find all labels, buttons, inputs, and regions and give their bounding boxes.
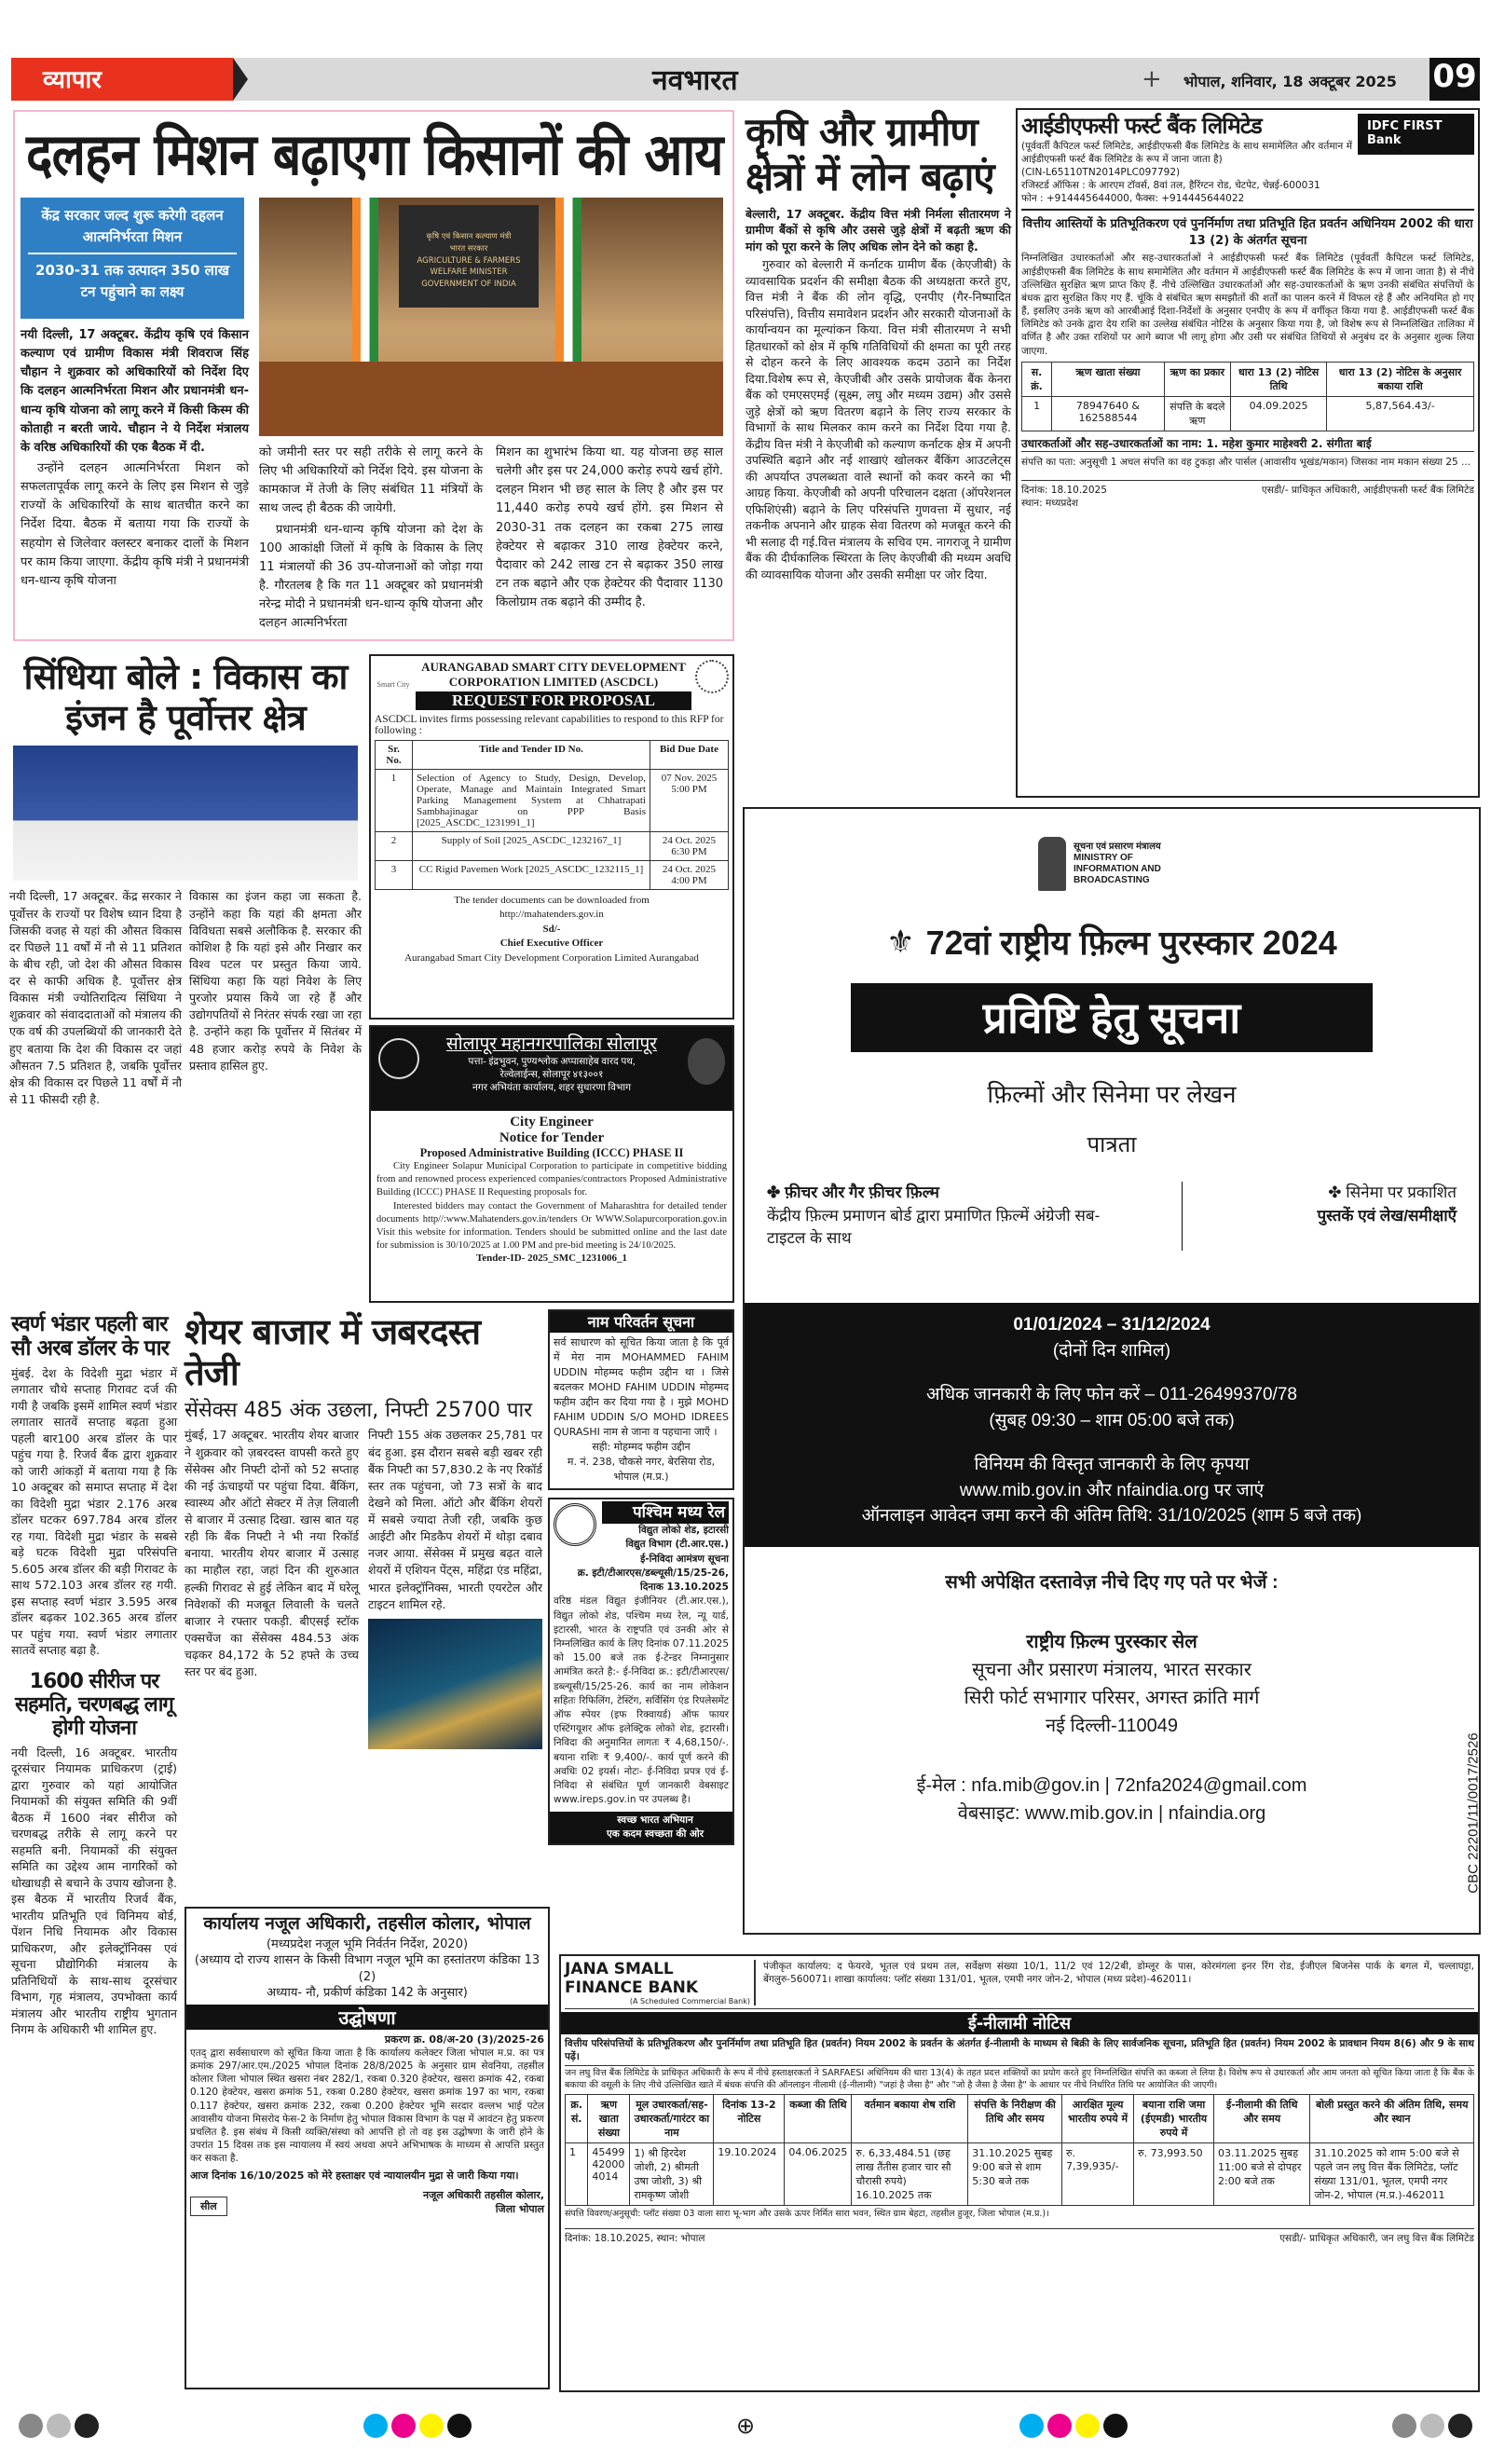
national-emblem-icon xyxy=(1038,837,1066,891)
th: दिनांक 13-2 नोटिस xyxy=(714,2094,785,2142)
th: धारा 13 (2) नोटिस के अनुसार बकाया राशि xyxy=(1327,362,1474,396)
print-color-bar xyxy=(19,2412,1472,2440)
solapur-p1: City Engineer Solapur Municipal Corporation to participate in competitive bidding from and renowned process experienced companies/contractors Proposed Administrative Building (ICCC) PHASE II Requesting proposals for. xyxy=(376,1161,727,1198)
nfa-eligibility: पात्रता xyxy=(1087,1132,1137,1157)
railway-line: ई-निविदा आमंत्रण सूचना xyxy=(640,1553,729,1565)
solapur-p2: Interested bidders may contact the Government of Maharashtra for detailed tender documents http//:www.Mahatenders.gov.in/tenders Or WWW.Solapurcorporation.gov.in Visit this website for information. Tenders should be submitted online and the last date for submission is 30/10/2025 at 1.00 PM and pre-bid meeting is 24/10/2025. xyxy=(376,1200,727,1252)
td: संपत्ति के बदले ऋण xyxy=(1164,396,1230,431)
idfc-notice xyxy=(1016,108,1480,798)
flag-icon xyxy=(555,198,581,384)
market-headline: शेयर बाजार में जबरदस्त तेजी xyxy=(185,1311,481,1393)
solapur-addr: नगर अभियंता कार्यालय, शहर सुधारणा विभाग xyxy=(472,1083,631,1093)
nfa-hours: (सुबह 09:30 – शाम 05:00 बजे तक) xyxy=(989,1410,1235,1430)
page-number: 09 xyxy=(1429,58,1480,101)
td: 07 Nov. 2025 5:00 PM xyxy=(650,770,729,832)
nazul-seal: सील xyxy=(190,2197,227,2216)
th: ऋण खाता संख्या xyxy=(588,2094,630,2142)
railway-ref: क्र. इटी/टीआरएस/डब्ल्यूसी/15/25-26, दिनाक 13.10.2025 xyxy=(577,1567,729,1594)
lead-photo-sign xyxy=(399,205,539,308)
name-change-title: नाम परिवर्तन सूचना xyxy=(550,1311,732,1333)
th: स. क्रं. xyxy=(1022,362,1052,396)
th: ऋण का प्रकार xyxy=(1164,362,1230,396)
jana-banner: ई-नीलामी नोटिस xyxy=(561,2012,1478,2034)
nfa-send: सभी अपेक्षित दस्तावेज़ नीचे दिए गए पते पर भेजें : xyxy=(945,1572,1279,1593)
flag-icon xyxy=(352,198,378,384)
nfa-left-bold: फ़ीचर और गैर फ़ीचर फ़िल्म xyxy=(784,1184,939,1201)
td: 1 xyxy=(376,770,413,832)
market-story xyxy=(185,1312,542,1749)
idfc-property: संपत्ति का पता: अनुसूची 1 अचल संपत्ति का वह टुकड़ा और पार्सल (आवासीय भूखंड/मकान) जिसका नाम मकान संख्या 25 ... xyxy=(1021,456,1471,468)
scindia-headline: सिंधिया बोले : विकास का इंजन है पूर्वोत्तर क्षेत्र xyxy=(23,656,348,738)
jana-addr: पंजीकृत कार्यालय: द फेयरवे, भूतल एवं प्रथम तल, सर्वेक्षण संख्या 10/1, 11/2 एवं 12/2बी, डोम्लूर के पास, कोरमंगला इनर रिंग रोड, ईजीएल बिजनेस पार्क के बगल में, चल्लाघट्टा, बेंगलुरु-560071। शाखा कार्यालय: प्लॉट संख्या 131/01, भूतल, एमपी नगर जोन-2, भोपाल (मध्य प्रदेश)-462011। xyxy=(763,1961,1474,1986)
nfa-banner: प्रविष्टि हेतु सूचना xyxy=(851,983,1373,1052)
th: Sr. No. xyxy=(376,741,413,770)
lead-col-1: नयी दिल्ली, 17 अक्टूबर. केंद्रीय कृषि एवं किसान कल्याण एवं ग्रामीण विकास मंत्री शिवराज सिंह चौहान ने शुक्रवार को अधिकारियों को निर्देश दिए कि दलहन आत्मनिर्भरता मिशन और प्रधानमंत्री धन-धान्य कृषि योजना को लागू करने में किसी किस्म की कोताही न बरती जाये. चौहान ने ये निर्देश मंत्रालय के वरिष्ठ अधिकारियों की एक बैठक में दी. उन्होंने दलहन आत्मनिर्भरता मिशन को सफलतापूर्वक लागू करने के लिए इस मिशन से जुड़े राज्यों के अधिकारियों के साथ बातचीत करने का निर्देश दिया. बैठक में बताया गया कि राज्यों के सहयोग से जिलेवार क्लस्टर बनाकर दालों के मिशन पर काम किया जाएगा. केंद्रीय कृषि मंत्री ने प्रधानमंत्री धन-धान्य कृषि योजना xyxy=(21,328,249,588)
td: 45499420004014 xyxy=(588,2142,630,2205)
jana-lead: वित्तीय परिसंपत्तियों के प्रतिभूतिकरण और पुनर्निर्माण तथा प्रतिभूति हित (प्रवर्तन) नियम 2002 के प्रवर्तन के अंतर्गत ई-नीलामी के माध्यम से बिक्री के लिए सार्वजनिक सूचना, प्रतिभूति हित (प्रवर्तन) नियम 2002 के प्रावधान नियम 8(6) और 9 के साथ पढ़ें। xyxy=(565,2037,1474,2066)
railway-line: विद्युत विभाग (टी.आर.एस.) xyxy=(625,1539,729,1551)
th: धारा 13 (2) नोटिस तिथि xyxy=(1230,362,1326,396)
solapur-emblem-icon xyxy=(688,1038,725,1085)
trai-headline: 1600 सीरीज पर सहमति, चरणबद्ध लागू होगी योजना xyxy=(15,1669,173,1741)
name-change-addr: म. नं. 238, चौकसे नगर, बेरसिया रोड, भोपाल (म.प्र.) xyxy=(567,1455,716,1483)
indian-railways-logo xyxy=(554,1503,596,1546)
nfa-info-block xyxy=(745,1303,1479,1547)
bullet-icon: ✤ xyxy=(767,1184,785,1201)
th: वर्तमान बकाया शेष राशि xyxy=(852,2094,968,2142)
sign-line: GOVERNMENT OF INDIA xyxy=(421,280,516,289)
rural-headline: कृषि और ग्रामीण क्षेत्रों में लोन बढ़ाएं xyxy=(746,109,994,200)
sign-line: भारत सरकार xyxy=(449,243,488,253)
idfc-borrowers: उधारकर्ताओं और सह-उधारकर्ताओं का नाम: 1. महेश कुमार माहेश्वरी 2. संगीता बाई xyxy=(1021,435,1474,452)
idfc-notice-body: निम्नलिखित उधारकर्ताओं और सह-उधारकर्ताओं ने आईडीएफसी फर्स्ट बैंक लिमिटेड (पूर्ववर्ती कैपिटल फर्स्ट लिमिटेड, आईडीएफसी बैंक लिमिटेड के साथ समामेलित और वर्तमान में आईडीएफसी फर्स्ट बैंक लिमिटेड के रूप में जाना जाता है) से नीचे उल्लिखित सुरक्षित ऋण प्राप्त किए हैं. नीचे उल्लिखित उधारकर्ताओं और सह-उधारकर्ताओं के ऋण उनकी संबंधित संपत्तियों के बंधक द्वारा सुरक्षित किए गए हैं. चूंकि वे संबंधित ऋण समझौतों की शर्तों का पालन करने में विफल रहे हैं और अनियमित हो गए हैं, इसलिए उनके ऋण को आरबीआई दिशा-निर्देशों के अनुसार एनपीए के रूप में वर्गीकृत किया गया है. आईडीएफसी फर्स्ट बैंक लिमिटेड को उनके द्वारा देय राशि का उल्लेख संबंधित नोटिस के अनुसार किया गया है, जो विशेष रूप से निम्नलिखित तालिका में वर्णित है और उक्त राशियों पर आगे ब्याज भी लागू होगा और उसी पर संबंधित तिथियों से अनुबंध दर के अनुसार शुल्क लिया जाएगा. xyxy=(1021,253,1474,357)
td: 2 xyxy=(376,832,413,861)
idfc-table xyxy=(1021,362,1474,431)
divider xyxy=(1182,1182,1183,1251)
solapur-h2: Notice for Tender xyxy=(499,1130,605,1145)
idfc-signer: एसडी/- प्राधिकृत अधिकारी, आईडीएफसी फर्स्ट बैंक लिमिटेड xyxy=(1261,485,1474,496)
jana-signer: एसडी/- प्राधिकृत अधिकारी, जन लघु वित्त बैंक लिमिटेड xyxy=(1279,2232,1474,2244)
registration-mark-icon: + xyxy=(1142,65,1162,93)
jana-bank-notice xyxy=(559,1954,1480,2392)
td: रु. 73,993.50 xyxy=(1134,2142,1214,2205)
nfa-period-note: (दोनों दिन शामिल) xyxy=(1052,1340,1171,1361)
lead-story xyxy=(13,110,734,641)
solapur-addr: रेल्वेलाईन्स, सोलापूर ४१३००१ xyxy=(499,1070,604,1080)
nfa-deadline: ऑनलाइन आवेदन जमा करने की अंतिम तिथि: 31/10/2025 (शाम 5 बजे तक) xyxy=(861,1506,1362,1526)
nazul-case: प्रकरण क्र. 08/अ-20 (3)/2025-26 xyxy=(384,2033,544,2046)
ascdcl-banner: REQUEST FOR PROPOSAL xyxy=(416,691,691,710)
td: 1 xyxy=(1022,396,1052,431)
td: 24 Oct. 2025 6:30 PM xyxy=(650,832,729,861)
td: 04.06.2025 xyxy=(785,2142,852,2205)
td: 1) श्री हिरदेश जोशी, 2) श्रीमती उषा जोशी, 3) श्री रामकृष्ण जोशी xyxy=(630,2142,714,2205)
nfa-website[interactable]: वेबसाइट: www.mib.gov.in | nfaindia.org xyxy=(957,1803,1266,1824)
name-change-sign: सही: मोहम्मद फहीम उद्दीन xyxy=(592,1440,691,1453)
jana-tag: (A Scheduled Commercial Bank) xyxy=(629,1997,750,2005)
nazul-notice xyxy=(185,1907,550,2389)
lead-photo xyxy=(259,198,723,436)
notices-column xyxy=(548,1309,734,1845)
td: 04.09.2025 xyxy=(1230,396,1326,431)
nfa-phone: अधिक जानकारी के लिए फोन करें – 011-26499370/78 xyxy=(926,1385,1297,1405)
nazul-title: कार्यालय नजूल अधिकारी, तहसील कोलार, भोपाल xyxy=(203,1913,531,1934)
td: रु. 7,39,935/- xyxy=(1061,2142,1133,2205)
jana-table xyxy=(565,2094,1474,2206)
scindia-col-2: विकास का इंजन कहा जा सकता है. उन्होंने कहा कि यहां की क्षमता और विविधता सबसे अलौकिक है. सरकार की कोशिश है कि यहां इसे और निखार कर विश्व पटल पर प्रस्तुत किया जाये. सिंधिया कहा कि यहां निवेश के लिए पुरजोर प्रयास किये जा रहे हैं और उद्योगपतियों से निरंतर संपर्क रखा जा रहा है. उन्होंने कहा कि पूर्वोत्तर में सितंबर में 48 हजार करोड़ रुपये के निवेश के प्रस्ताव हासिल हुए. xyxy=(189,889,362,1073)
scindia-photo xyxy=(13,746,358,881)
td: 19.10.2024 xyxy=(714,2142,785,2205)
nazul-line: (मध्यप्रदेश नजूल भूमि निर्वर्तन निर्देश, 2020) xyxy=(266,1937,469,1951)
td: 03.11.2025 सुबह 11:00 बजे से दोपहर 2:00 बजे तक xyxy=(1214,2142,1310,2205)
td: 78947640 & 162588544 xyxy=(1052,396,1165,431)
th: बयाना राशि जमा (ईएमडी) भारतीय रुपये में xyxy=(1134,2094,1214,2142)
td: 31.10.2025 सुबह 9:00 बजे से शाम 5:30 बजे तक xyxy=(968,2142,1062,2205)
section-label: व्यापार xyxy=(11,58,233,101)
th: ई-नीलामी की तिथि और समय xyxy=(1214,2094,1310,2142)
th: संपत्ति के निरीक्षण की तिथि और समय xyxy=(968,2094,1062,2142)
solapur-addr: पत्ता- इंद्रभुवन, पुण्यश्लोक अप्पासाहेब वारद पथ, xyxy=(468,1057,636,1067)
swachh-line: एक कदम स्वच्छता की ओर xyxy=(606,1827,704,1840)
nfa-title: 72वां राष्ट्रीय फ़िल्म पुरस्कार 2024 xyxy=(925,924,1337,962)
nfa-info2[interactable]: www.mib.gov.in और nfaindia.org पर जाएं xyxy=(959,1480,1265,1500)
th: Title and Tender ID No. xyxy=(413,741,650,770)
td: 5,87,564.43/- xyxy=(1327,396,1474,431)
rural-intro: बेल्लारी, 17 अक्टूबर. केंद्रीय वित्त मंत्री निर्मला सीतारमण ने ग्रामीण बैंकों से कृषि और उससे जुड़े क्षेत्रों में बढ़ती ऋण की मांग को पूरा करने के लिए अधिक लोन देने को कहा है. xyxy=(746,206,1011,253)
jana-date: दिनांक: 18.10.2025, स्थान: भोपाल xyxy=(565,2232,705,2244)
registration-mark-icon: ⊕ xyxy=(735,2413,756,2439)
name-change-body: सर्व साधारण को सूचित किया जाता है कि पूर्व में मेरा नाम MOHAMMED FAHIM UDDIN मोहम्मद फहीम उद्दीन था । जिसे बदलकर MOHD FAHIM UDDIN मोहम्मद फहीम उद्दीन कर दिया गया है । मुझे MOHD FAHIM UDDIN S/O MOHD IDREES QURASHI नाम से जाना व पहचाना जाएँ । xyxy=(554,1336,729,1438)
nfa-left-text: केंद्रीय फ़िल्म प्रमाणन बोर्ड द्वारा प्रमाणित फ़िल्में अंग्रेजी सब-टाइटल के साथ xyxy=(767,1206,1101,1248)
ascdcl-url[interactable]: http://mahatenders.gov.in xyxy=(499,909,604,921)
market-col-1: मुंबई, 17 अक्टूबर. भारतीय शेयर बाजार ने शुक्रवार को ज़बरदस्त वापसी करते हुए सेंसेक्स और निफ्टी दोनों को 52 सप्ताह की नई ऊंचाइयों पर पहुंचा दिया. बैंकिंग, स्वास्थ्य और ऑटो सेक्टर में तेज़ लिवाली से बाजार में उत्साह दिखा. खास बात यह रही कि बैंक निफ्टी ने भी नया रिकॉर्ड बनाया. भारतीय शेयर बाजार में उत्साह का माहौल रहा, जहां दिन की शुरुआत हल्की गिरावट से हुई लेकिन बाद में घरेलू निवेशकों की मजबूत लिवाली के चलते बाजार ने रफ्तार पकड़ी. बीएसई स्टॉक एक्सचेंज का सेंसेक्स 484.53 अंक चढ़कर 84,172 के 52 हफ्ते के उच्च स्तर पर बंद हुआ. xyxy=(185,1428,359,1679)
nfa-cbc: CBC 22201/11/0017/2526 xyxy=(1465,1732,1482,1894)
jana-intro: जन लघु वित्त बैंक लिमिटेड के प्राधिकृत अधिकारी के रूप में नीचे हस्ताक्षरकर्ता ने SARFAESI अधिनियम की धारा 13(4) के तहत प्रदत्त शक्तियों का प्रयोग करते हुए निम्नलिखित संपत्ति का कब्जा ले लिया है। विशेष रूप से उधारकर्ता और आम जनता को सूचित किया जाता है कि बैंक के बकाया की वसूली के लिए नीचे उल्लिखित खाते में बंधक संपत्ति की ऑनलाइन नीलामी (ई-नीलामी) "जहां है जैसा है" और "जो है जैसा है जैसा है" के आधार पर नीचे निर्धारित तिथि पर आयोजित की जाएगी। xyxy=(565,2068,1474,2091)
idfc-office: रजिस्टर्ड ऑफिस : के आरएम टॉवर्स, 8वां तल, हैरिंग्टन रोड, चेटपेट, चेन्नई-600031 xyxy=(1021,180,1320,192)
solapur-tender xyxy=(369,1025,734,1303)
td: 24 Oct. 2025 4:00 PM xyxy=(650,861,729,890)
scindia-col-1: नयी दिल्ली, 17 अक्टूबर. केंद्र सरकार ने पूर्वोत्तर के राज्यों पर विशेष ध्यान दिया है जिसकी वजह से यहां की औसत विकास दर पिछले 11 वर्षों में नौ से 11 प्रतिशत के बीच रही, जो देश की औसत विकास दर से काफी अधिक है. पूर्वोत्तर क्षेत्र विकास मंत्री ज्योतिरादित्य सिंधिया ने शुक्रवार को संवाददाताओं को मंत्रालय की एक वर्ष की उपलब्धियों की जानकारी देते हुए बताया कि देश की विकास दर जहां औसतन 7.5 प्रतिशत है, जबकि पूर्वोत्तर क्षेत्र की विकास दर पिछले 11 वर्षों में नौ से 11 फीसदी रही है. xyxy=(9,889,182,1106)
nazul-line: अध्याय- नौ, प्रकीर्ण कंडिका 142 के अनुसार) xyxy=(267,1986,468,2001)
gold-body: मुंबई. देश के विदेशी मुद्रा भंडार में लगातार चौथे सप्ताह गिरावट दर्ज की गयी है जबकि इसमें शामिल स्वर्ण भंडार लगातार सातवें सप्ताह बढ़ता हुआ पहली बार100 अरब डॉलर के पार पहुंच गया है. रिजर्व बैंक द्वारा शुक्रवार को जारी आंकड़ों में बताया गया है कि 10 अक्टूबर को समाप्त सप्ताह में देश का विदेशी मुद्रा भंडार 2.176 अरब डॉलर घटकर 697.784 अरब डॉलर रह गया. विदेशी मुद्रा भंडार के सबसे बड़े घटक विदेशी मुद्रा परिसंपत्ति 5.605 अरब डॉलर की बड़ी गिरावट के साथ 572.103 अरब डॉलर रह गयी. इस सप्ताह स्वर्ण भंडार 3.595 अरब डॉलर बढ़कर 102.365 अरब डॉलर पर पहुंच गया. स्वर्ण भंडार लगातार सातवें सप्ताह बढ़ा है. xyxy=(11,1365,177,1658)
ascdcl-title: AURANGABAD SMART CITY DEVELOPMENT CORPORATION LIMITED (ASCDCL) xyxy=(421,660,686,689)
nfa-ad xyxy=(743,807,1481,1935)
idfc-cin: (CIN-L65110TN2014PLC097792) xyxy=(1021,166,1181,178)
nfa-addr: सिरी फोर्ट सभागार परिसर, अगस्त क्रांति मार्ग xyxy=(964,1688,1260,1708)
sign-line: AGRICULTURE & FARMERS WELFARE MINISTER xyxy=(417,255,521,278)
lead-highlight-2: 2030-31 तक उत्पादन 350 लाख टन पहुंचाने का लक्ष्य xyxy=(35,262,229,300)
ascdcl-rfp xyxy=(369,654,734,1020)
nazul-line: (अध्याय दो राज्य शासन के किसी विभाग नजूल भूमि का हस्तांतरण कंडिका 13 (2) xyxy=(194,1953,540,1984)
td: रु. 6,33,484.51 (छह लाख तैंतीस हजार चार सौ चौरासी रुपये) 16.10.2025 तक xyxy=(852,2142,968,2205)
nfa-info1: विनियम की विस्तृत जानकारी के लिए कृपया xyxy=(974,1455,1250,1475)
rural-body: गुरुवार को बेल्लारी में कर्नाटक ग्रामीण बैंक (केएजीबी) के व्यावसायिक प्रदर्शन की समीक्षा बैठक की अध्यक्षता करते हुए, वित्त मंत्री ने बैंक की लोन वृद्धि, एनपीए (गैर-निष्पादित परिसंपत्ति), वित्तीय समावेशन प्रदर्शन और सरकारी योजनाओं के कार्यान्वयन का मूल्यांकन किया. वित्त मंत्री सीतारमण ने सभी हितधारकों को क्षेत्र में कृषि गतिविधियों की क्षमता का पूरी तरह से दोहन करने के लिए आवश्यक कदम उठाने का निर्देश दिया.विशेष रूप से, केएजीबी और उसके प्रायोजक बैंक केनरा बैंक को एमएसएमई (सूक्ष्म, लघु और मध्यम उद्यम) और उससे जुड़े क्षेत्रों को ऋण वितरण बढ़ाने के लिए राज्य सरकार के विभागों के साथ मिलकर काम करने का निर्देश दिया गया है. केंद्रीय वित्त मंत्री ने केएजीबी को कल्याण कर्नाटक क्षेत्र में अपनी उपस्थिति बढ़ाने और नई शाखाएं खोलकर बैंकिंग आउटलेट्स की अपर्याप्त उपलब्धता वाले स्थानों को कवर करने का भी आग्रह किया. केएजीबी को अपनी परिचालन दक्षता (ऑपरेशनल एफिशिएंसी) बढ़ाने के लिए परिसंपत्ति गुणवत्ता में सुधार, नई तकनीक अपनाने और ग्राहक सेवा वितरण को मजबूत करने की भी सलाह दी गई.वित्त मंत्रालय के सचिव एम. नागराजू ने ग्रामीण बैंक की दीर्घकालिक स्थिरता के लिए केएजीबी की मध्यम अवधि की व्यावसायिक योजना और उसकी समीक्षा पर जोर दिया. xyxy=(746,257,1011,582)
bullet-icon: ✤ xyxy=(1328,1184,1347,1201)
railway-tender xyxy=(548,1498,734,1845)
left-bottom-column xyxy=(11,1312,177,2038)
idfc-sub: (पूर्ववर्ती कैपिटल फर्स्ट लिमिटेड, आईडीएफसी बैंक लिमिटेड के साथ समामेलित और वर्तमान में आईडीएफसी फर्स्ट बैंक लिमिटेड के रूप में जाना जाता है) xyxy=(1021,140,1352,165)
meeting-table xyxy=(259,362,723,436)
ascdcl-signer: Chief Executive Officer xyxy=(499,938,604,950)
nfa-addr: राष्ट्रीय फ़िल्म पुरस्कार सेल xyxy=(1026,1632,1197,1652)
nazul-body: एतद् द्वारा सर्वसाधारण को सूचित किया जाता है कि कार्यालय कलेक्टर जिला भोपाल म.प्र. का पत्र क्रमांक 297/आर.एम./2025 भोपाल दिनांक 28/8/2025 के अनुसार ग्राम सेवनिया, तहसील कोलार जिला भोपाल स्थित खसरा नंबर 282/1, रकबा 0.320 हेक्टेयर, खसरा क्रमांक 42, रकबा 0.120 हेक्टेयर, खसरा क्रमांक 51, रकबा 0.280 हेक्टेयर, खसरा क्रमांक 197 का भाग, रकबा 0.117 हेक्टेयर, खसरा क्रमांक 232, रकबा 0.200 हेक्टेयर भूमि सरदार वल्लभ भाई पटेल आवासीय योजना मिसरोद फेस-2 के निर्माण हेतु भोपाल विकास विभाग के पक्ष में आवंटन हेतु प्रकरण प्रचलित है. इस संबंध में किसी व्यक्ति/संस्था को आपत्ति हो तो वह इस उद्घोषणा के जारी होने के उपरांत 15 दिवस तक इस न्यायालय में स्वयं अथवा अपने अभिभाषक के माध्यम से आपत्ति प्रस्तुत कर सकता है. xyxy=(190,2046,544,2165)
swachh-line: स्वच्छ भारत अभियान xyxy=(617,1814,693,1826)
ascdcl-download: The tender documents can be downloaded from xyxy=(454,895,650,906)
nazul-date: आज दिनांक 16/10/2025 को मेरे हस्ताक्षर एवं न्यायालयीन मुद्रा से जारी किया गया। xyxy=(190,2170,519,2183)
nfa-sub: फ़िल्मों और सिनेमा पर लेखन xyxy=(987,1080,1237,1108)
ascdcl-intro: ASCDCL invites firms possessing relevant capabilities to respond to this RFP for following : xyxy=(375,714,724,736)
nfa-addr: सूचना और प्रसारण मंत्रालय, भारत सरकार xyxy=(972,1660,1252,1680)
idfc-place: स्थान: मध्यप्रदेश xyxy=(1021,498,1079,509)
masthead: नवभारत xyxy=(652,64,738,97)
scindia-story xyxy=(9,657,362,1108)
solapur-h3: Proposed Administrative Building (ICCC) PHASE II xyxy=(419,1146,684,1159)
lotus-icon: ⚜ xyxy=(886,924,915,960)
ministry-hi: सूचना एवं प्रसारण मंत्रालय xyxy=(1074,842,1161,852)
rural-loan-story xyxy=(746,110,1011,584)
nfa-addr: नई दिल्ली-110049 xyxy=(1046,1716,1178,1736)
idfc-notice-title: वित्तीय आस्तियों के प्रतिभूतिकरण एवं पुनर्निर्माण तथा प्रतिभूति हित प्रवर्तन अधिनियम 2002 की धारा 13 (2) के अंतर्गत सूचना xyxy=(1022,217,1473,249)
nfa-period: 01/01/2024 – 31/12/2024 xyxy=(1013,1315,1211,1335)
idfc-title: आईडीएफसी फर्स्ट बैंक लिमिटेड xyxy=(1021,113,1262,139)
th: ऋण खाता संख्या xyxy=(1052,362,1165,396)
lead-headline: दलहन मिशन बढ़ाएगा किसानों की आय xyxy=(26,120,723,188)
gold-reserve-story xyxy=(11,1312,177,1659)
solapur-h1: City Engineer xyxy=(510,1115,594,1129)
nfa-right-bold: पुस्तकें एवं लेख/समीक्षाएँ xyxy=(1317,1206,1457,1225)
td: 1 xyxy=(566,2142,588,2205)
trai-story xyxy=(11,1670,177,2038)
solapur-tender-id: Tender-ID- 2025_SMC_1231006_1 xyxy=(475,1253,628,1265)
lead-highlight-1: केंद्र सरकार जल्द शुरू करेगी दहलन आत्मनिर्भरता मिशन xyxy=(28,205,237,254)
th: कब्जा की तिथि xyxy=(785,2094,852,2142)
lead-col-2: को जमीनी स्तर पर सही तरीके से लागू करने के लिए भी अधिकारियों को निर्देश दिये. इस योजना के कामकाज में तेजी के लिए संबंधित 11 मंत्रियों के साथ जल्द ही बैठक की जायेगी. प्रधानमंत्री धन-धान्य कृषि योजना को देश के 100 आकांक्षी जिलों में कृषि के विकास के लिए 11 मंत्रालयों की 36 उप-योजनाओं को जोड़ा गया है. गौरतलब है कि गत 11 अक्टूबर को प्रधानमंत्री नरेन्द्र मोदी ने प्रधानमंत्री धन-धान्य कृषि योजना और दलहन आत्मनिर्भरता xyxy=(259,445,483,631)
nfa-email[interactable]: ई-मेल : nfa.mib@gov.in | 72nfa2024@gmail.com xyxy=(916,1775,1307,1796)
td: Supply of Soil [2025_ASCDC_1232167_1] xyxy=(413,832,650,861)
th: Bid Due Date xyxy=(650,741,729,770)
td: CC Rigid Pavemen Work [2025_ASCDC_1232115_1] xyxy=(413,861,650,890)
railway-title: पश्चिम मध्य रेल xyxy=(602,1501,729,1525)
gold-headline: स्वर्ण भंडार पहली बार सौ अरब डॉलर के पार xyxy=(11,1312,170,1362)
td: 3 xyxy=(376,861,413,890)
nazul-signer: नजूल अधिकारी तहसील कोलार, जिला भोपाल xyxy=(422,2189,544,2216)
th: मूल उधारकर्ता/सह-उधारकर्ता/गारंटर का नाम xyxy=(630,2094,714,2142)
ascdcl-sd: Sd/- xyxy=(542,923,561,935)
trai-body: नयी दिल्ली, 16 अक्टूबर. भारतीय दूरसंचार नियामक प्राधिकरण (ट्राई) द्वारा गुरुवार को यहां आयोजित नियामकों की संयुक्त समिति की 9वीं बैठक में 1600 नंबर सीरीज को चरणबद्ध तरीके से लागू करने पर सहमति बनी. नियामकों की संयुक्त समिति का उद्देश्य आम नागरिकों को धोखाधड़ी से बचाने के उपाय खोजना है. इस बैठक में भारतीय रिजर्व बैंक, भारतीय प्रतिभूति एवं विनिमय बोर्ड, पेंशन निधि नियामक और विकास प्राधिकरण, और इलेक्ट्रॉनिक्स एवं सूचना प्रौद्योगिकी मंत्रालय के प्रतिनिधियों के साथ-साथ दूरसंचार विभाग, गृह मंत्रालय, उपभोक्ता कार्य मंत्रालय और भारतीय राष्ट्रीय भुगतान निगम के अधिकारी भी शामिल हुए. xyxy=(11,1745,177,2037)
th: आरक्षित मूल्य भारतीय रुपये में xyxy=(1061,2094,1133,2142)
idfc-logo: IDFC FIRST Bank xyxy=(1358,114,1474,155)
td: 31.10.2025 को शाम 5:00 बजे से पहले जन लघु वित्त बैंक लिमिटेड, प्लॉट संख्या 131/01, भूतल, एमपी नगर जोन-2, भोपाल (म.प्र.)-462011 xyxy=(1310,2142,1474,2205)
nfa-right-text: सिनेमा पर प्रकाशित xyxy=(1346,1184,1457,1201)
railway-body: वरिष्ठ मंडल विद्युत इंजीनियर (टी.आर.एस.), विद्युत लोको शेड, पश्चिम मध्य रेल, न्यू यार्ड, इटारसी, भारत के राष्ट्रपति एवं उनकी ओर से निम्नलिखित कार्य के लिए दिनांक 07.11.2025 को 15.00 बजे तक ई-टेन्डर निम्नानुसार आमंत्रित करते है:- ई-निविदा क्र.: इटी/टीआरएस/डब्ल्यूसी/15/25-26. कार्य का नाम लोकेशन सहितः रिफिलिंग, टेस्टिंग, सर्विसिंग एंड रिपलेसमेंट ऑफ स्पेयर (इफ रिक्वायर्ड) ऑफ फायर एस्टिंगयूशर ऑफ इलेक्ट्रिक लोको शेड, इटारसी। निविदा की अनुमानित लागतः ₹ 4,68,150/-. बयाना राशिः ₹ 9,400/-. कार्य पूर्ण करने की अवधिः 02 इयर्स। नोटः- ई-निविदा प्रपत्र एवं ई-निविदा से संबंधित पूर्ण जानकारी वेबसाइट www.ireps.gov.in पर उपलब्ध है। xyxy=(554,1595,729,1806)
ascdcl-table xyxy=(375,740,729,890)
nazul-banner: उद्घोषणा xyxy=(186,2005,548,2030)
idfc-date: दिनांक: 18.10.2025 xyxy=(1021,485,1107,496)
solapur-seal-icon xyxy=(378,1038,419,1079)
th: बोली प्रस्तुत करने की अंतिम तिथि, समय और स्थान xyxy=(1310,2094,1474,2142)
section-arrow xyxy=(233,58,248,101)
bse-building-photo xyxy=(368,1619,542,1749)
td: Selection of Agency to Study, Design, Develop, Operate, Manage and Maintain Integrated Smart Parking Management System at Chhatrapati Sambhajinagar on PPP Basis [2025_ASCDC_1231991_1] xyxy=(413,770,650,832)
jana-property: संपत्ति विवरण/अनुसूची: प्लॉट संख्या 03 वाला सारा भू-भाग और उसके ऊपर निर्मित सारा भवन, स्थित ग्राम बेहटा, तहसील हुजूर, जिला भोपाल (म.प्र.)। xyxy=(565,2208,1049,2219)
ascdcl-org: Aurangabad Smart City Development Corporation Limited Aurangabad xyxy=(404,951,699,964)
idfc-phone: फोन : +914445644000, फैक्स: +914445644022 xyxy=(1021,193,1245,205)
sign-line: कृषि एवं किसान कल्याण मंत्री xyxy=(426,232,512,241)
dateline: भोपाल, शनिवार, 18 अक्टूबर 2025 xyxy=(1183,73,1397,90)
th: क्र. सं. xyxy=(566,2094,588,2142)
aurangabad-logo xyxy=(695,660,729,693)
lead-highlight-box xyxy=(21,198,244,319)
ministry-en: MINISTRY OF INFORMATION AND BROADCASTING xyxy=(1074,853,1161,885)
lead-col-3: मिशन का शुभारंभ किया था. यह योजना छह साल चलेगी और इस पर 24,000 करोड़ रुपये खर्च होंगे. दलहन मिशन भी छह साल के लिए है और इस पर 11,440 करोड़ रुपये खर्च होंगे. इस मिशन से 2030-31 तक दलहन का रकबा 275 लाख हेक्टेयर से बढ़ाकर 310 लाख हेक्टेयर करने, पैदावार को 242 लाख टन से बढ़ाकर 350 लाख टन तक बढ़ाने और एक हेक्टेयर की पैदावार 1130 किलोग्राम तक बढ़ाने की उम्मीद है. xyxy=(496,445,723,610)
jana-bank-logo: JANA SMALL FINANCE BANK xyxy=(565,1960,699,1997)
smart-city-logo: Smart City xyxy=(376,680,410,689)
market-subheadline: सेंसेक्स 485 अंक उछला, निफ्टी 25700 पार xyxy=(185,1399,533,1423)
solapur-title: सोलापूर महानगरपालिका सोलापूर xyxy=(445,1034,658,1054)
name-change-notice xyxy=(548,1309,734,1490)
railway-line: विद्युत लोको शेड, इटारसी xyxy=(638,1525,729,1537)
market-col-2: निफ्टी 155 अंक उछलकर 25,781 पर बंद हुआ. इस दौरान सबसे बड़ी खबर रही बैंक निफ्टी का 57,830.2 के नए रिकॉर्ड स्तर तक पहुंचना, जो 73 सत्रों के बाद देखने को मिला. ऑटो और बैंकिंग शेयरों में सबसे ज्यादा तेजी रही, जबकि कुछ आईटी और मिडकैप शेयरों में थोड़ा दबाव नजर आया. सेंसेक्स में प्रमुख बढ़त वाले शेयरों में एशियन पेंट्स, महिंद्रा एंड महिंद्रा, भारत इलेक्ट्रॉनिक्स, भारती एयरटेल और टाइटन शामिल रहे. xyxy=(368,1428,542,1611)
